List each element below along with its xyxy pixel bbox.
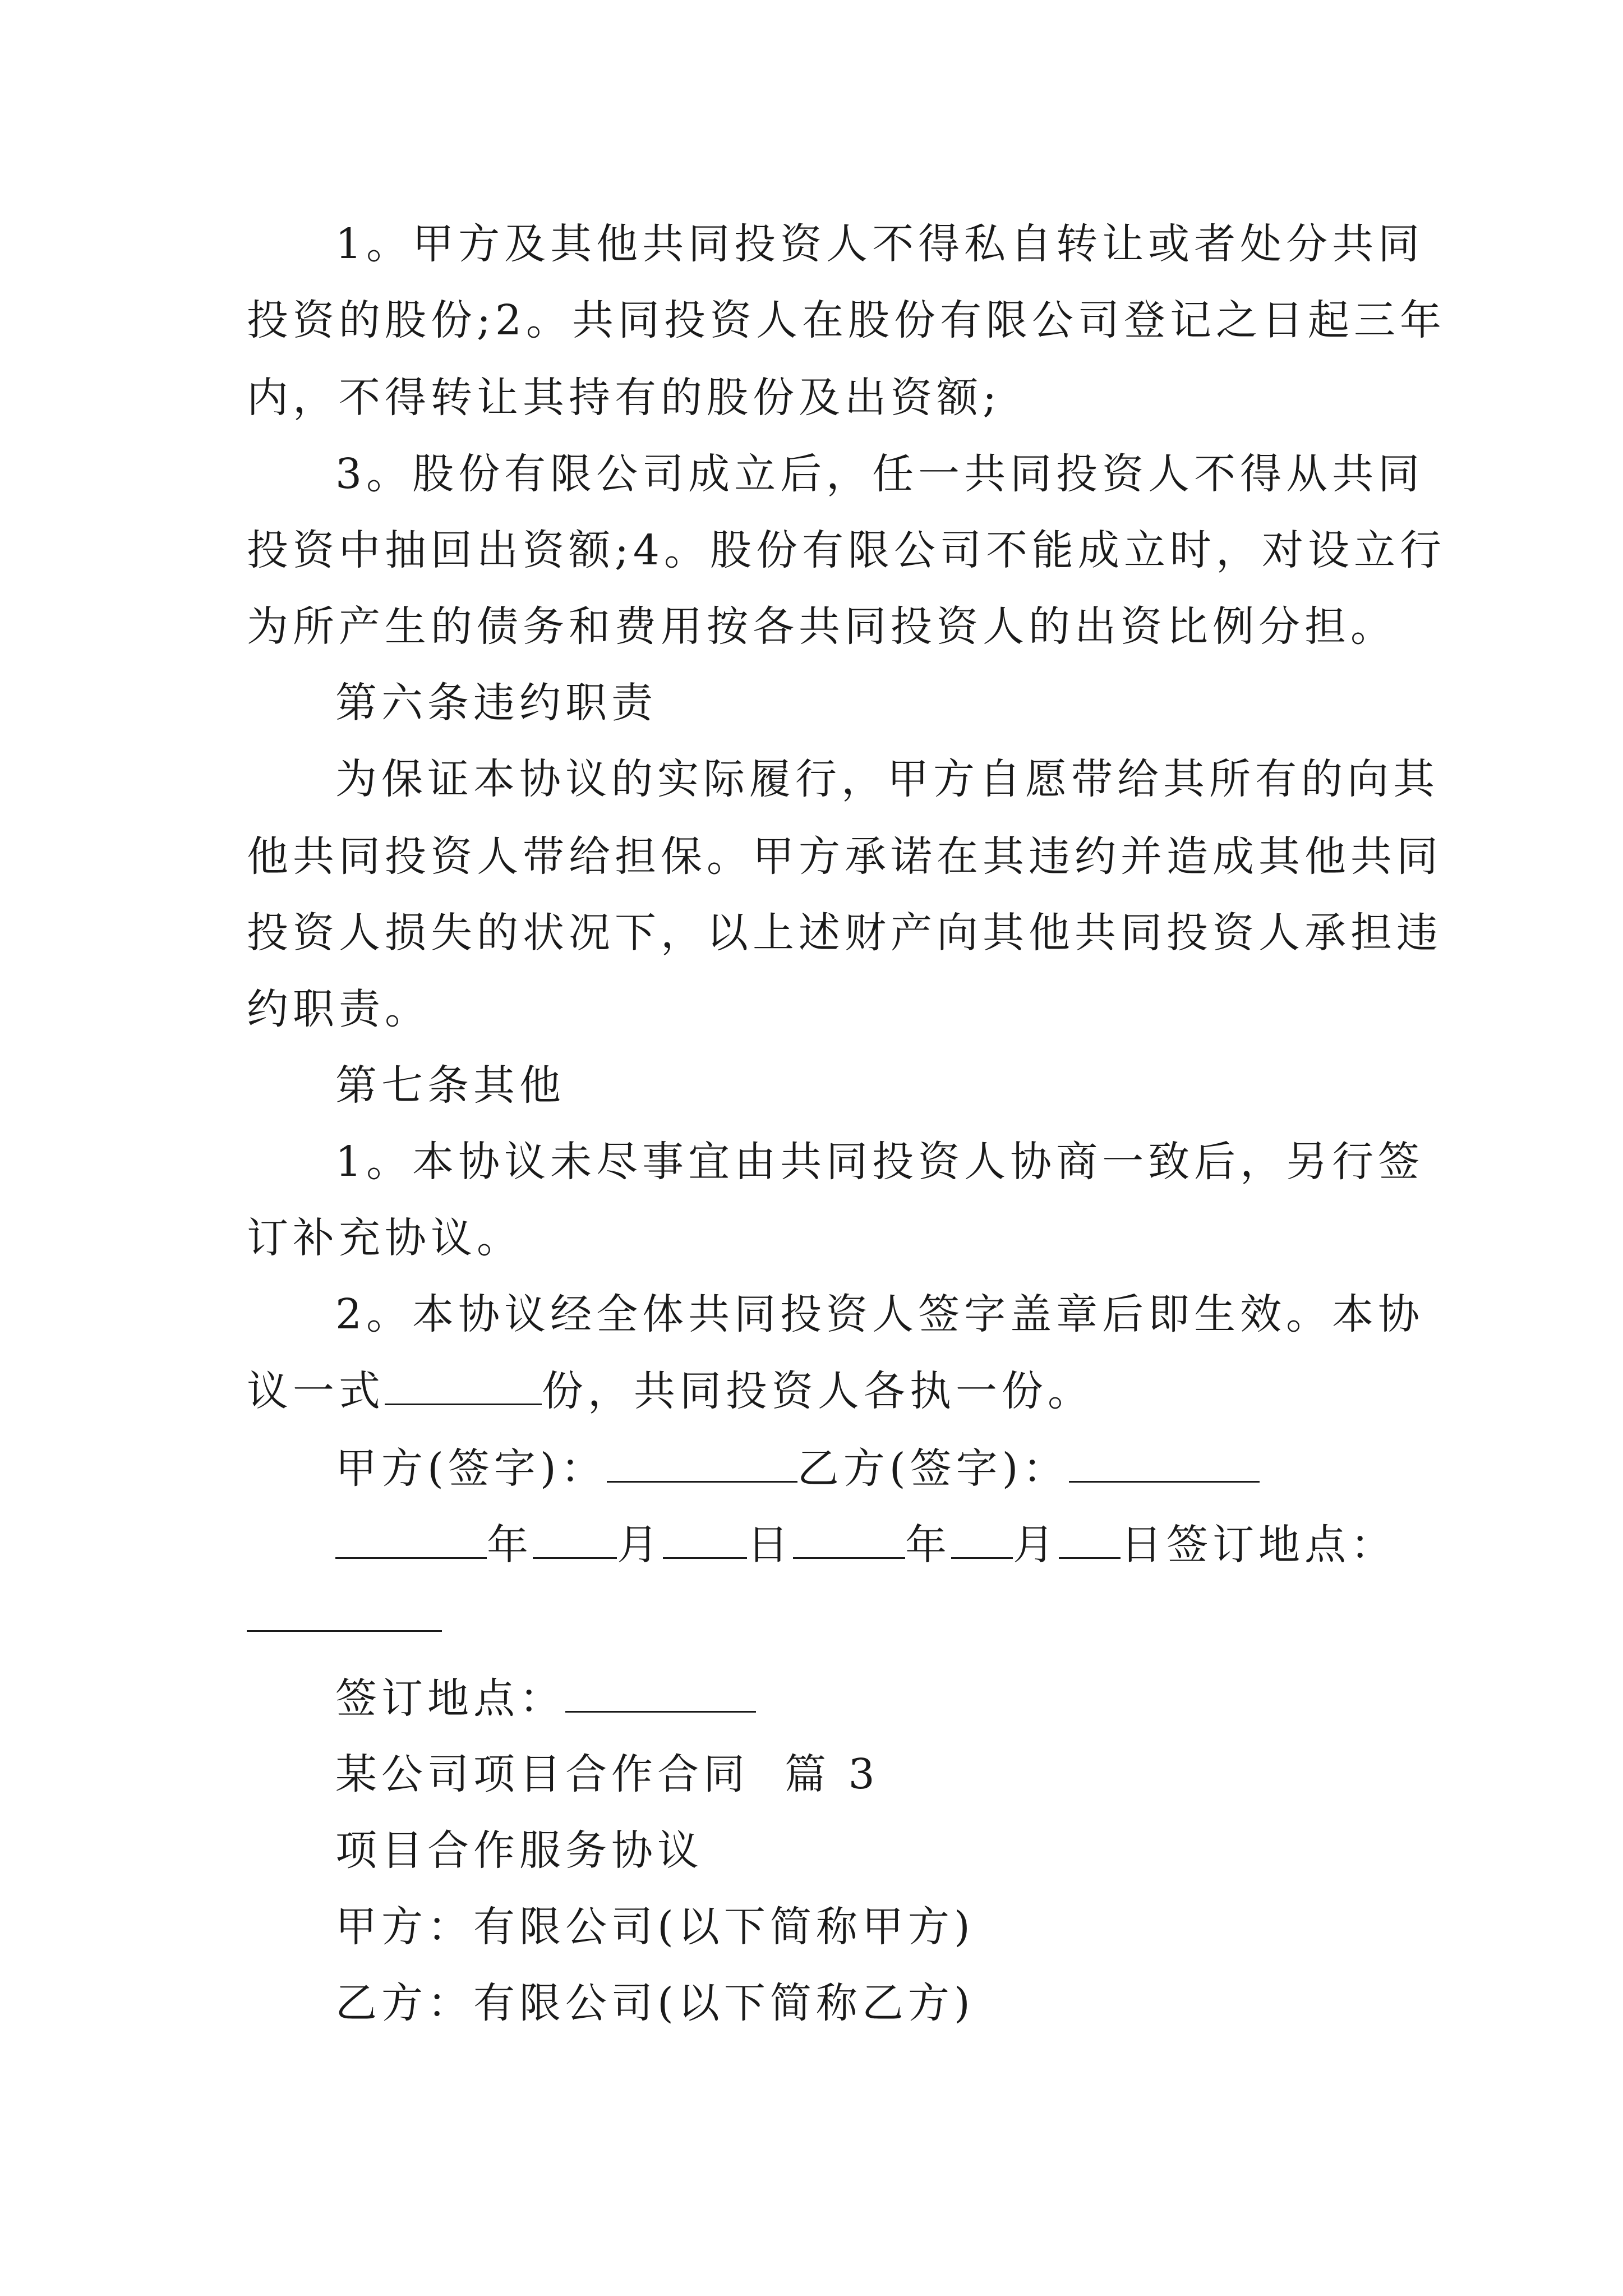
paragraph-line: 投资人损失的状况下，以上述财产向其他共同投资人承担违	[247, 909, 1442, 957]
copies-suffix: 份，共同投资人各执一份。	[542, 1367, 1094, 1415]
paragraph-line: 2。本协议经全体共同投资人签字盖章后即生效。本协	[335, 1290, 1424, 1338]
article-heading: 第七条其他	[335, 1061, 565, 1110]
paragraph-line: 约职责。	[247, 985, 431, 1033]
date-line	[335, 1521, 1396, 1569]
copies-line	[247, 1367, 1094, 1415]
party-a-signature-label: 甲方(签字)：	[335, 1444, 607, 1493]
paragraph-line: 订补充协议。	[247, 1214, 523, 1262]
year-label: 年	[487, 1521, 533, 1569]
party-b-signature-blank	[1069, 1447, 1260, 1483]
party-b-signature-label: 乙方(签字)：	[797, 1444, 1069, 1493]
place-line	[335, 1674, 756, 1723]
day-blank	[1059, 1524, 1121, 1559]
signing-place-label: 日签订地点：	[1121, 1521, 1396, 1569]
paragraph-line: 内，不得转让其持有的股份及出资额;	[247, 374, 1001, 422]
month-label: 月	[1013, 1521, 1059, 1569]
month-blank	[951, 1524, 1013, 1559]
article-heading: 第六条违约职责	[335, 679, 657, 727]
month-label: 月	[617, 1521, 663, 1569]
month-blank	[533, 1524, 617, 1559]
year-blank	[793, 1524, 905, 1559]
paragraph-line: 3。股份有限公司成立后，任一共同投资人不得从共同	[335, 450, 1424, 498]
paragraph-line: 他共同投资人带给担保。甲方承诺在其违约并造成其他共同	[247, 832, 1442, 881]
paragraph-line: 投资中抽回出资额;4。股份有限公司不能成立时，对设立行	[247, 526, 1446, 574]
copies-blank	[385, 1370, 542, 1405]
paragraph-line: 1。甲方及其他共同投资人不得私自转让或者处分共同	[335, 220, 1424, 268]
place-label: 签订地点：	[335, 1674, 565, 1723]
paragraph-line: 为所产生的债务和费用按各共同投资人的出资比例分担。	[247, 602, 1396, 651]
party-a-signature-blank	[607, 1447, 797, 1483]
signing-place-blank	[247, 1630, 442, 1632]
year-label: 年	[905, 1521, 951, 1569]
copies-prefix: 议一式	[247, 1367, 385, 1415]
day-label: 日	[747, 1521, 793, 1569]
paragraph-line: 投资的股份;2。共同投资人在股份有限公司登记之日起三年	[247, 296, 1446, 344]
place-blank	[565, 1677, 756, 1713]
year-blank	[335, 1524, 487, 1559]
day-blank	[663, 1524, 747, 1559]
section-title: 某公司项目合作合同 篇 3	[335, 1750, 879, 1798]
agreement-title: 项目合作服务协议	[335, 1826, 703, 1875]
signature-line	[335, 1444, 1260, 1493]
paragraph-line: 为保证本协议的实际履行，甲方自愿带给其所有的向其	[335, 755, 1439, 803]
party-a-line: 甲方：有限公司(以下简称甲方)	[335, 1903, 975, 1951]
paragraph-line: 1。本协议未尽事宜由共同投资人协商一致后，另行签	[335, 1138, 1424, 1186]
party-b-line: 乙方：有限公司(以下简称乙方)	[335, 1979, 975, 2027]
